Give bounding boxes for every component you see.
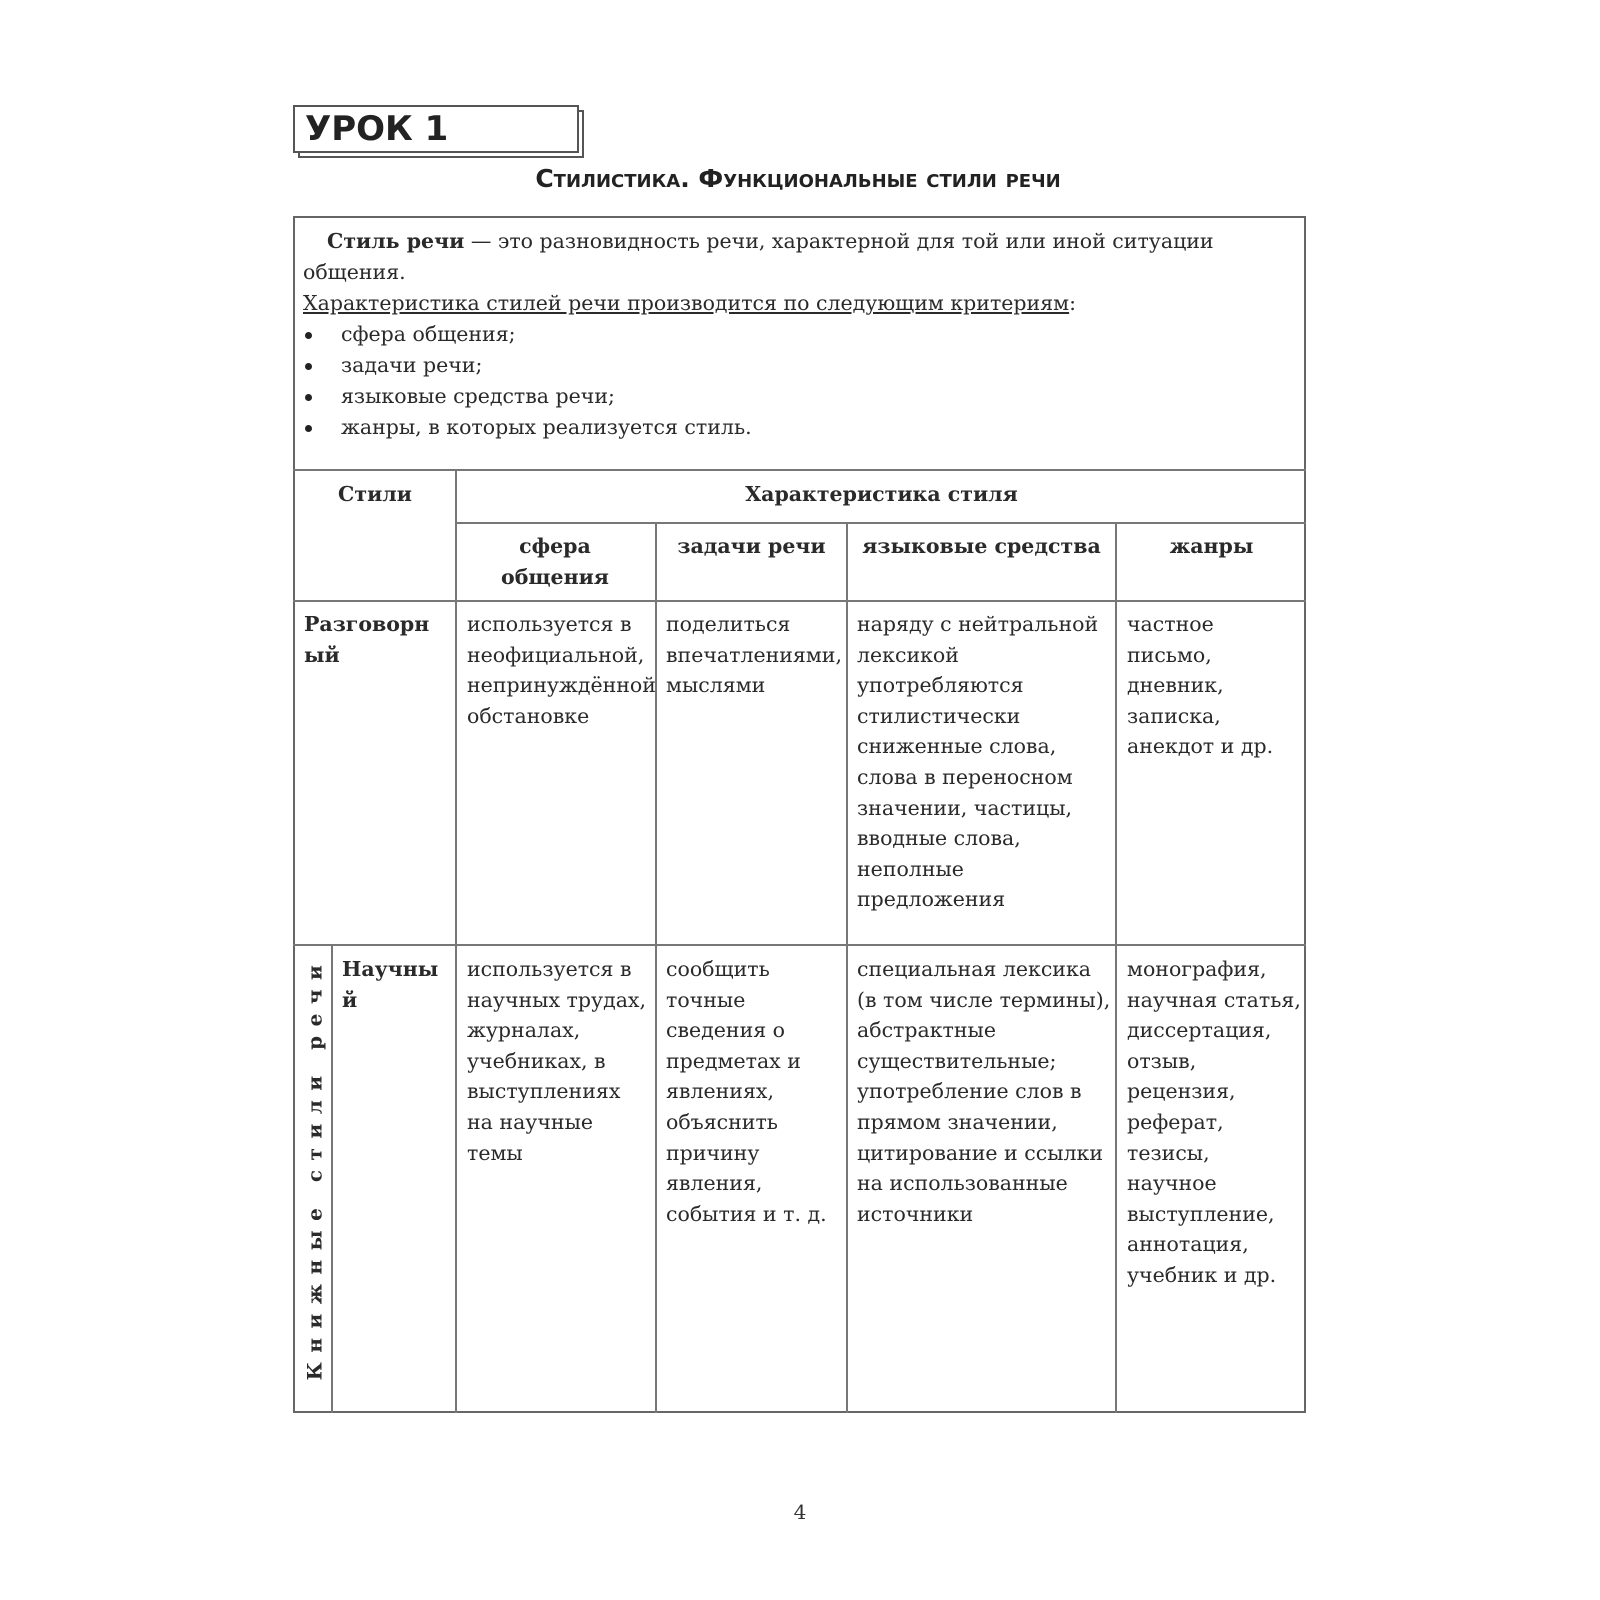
table-top-border bbox=[293, 469, 1306, 471]
criteria-item: задачи речи; bbox=[303, 350, 1303, 381]
lesson-label: УРОК 1 bbox=[293, 105, 579, 153]
intro-section bbox=[303, 226, 1303, 443]
col-divider-tasks bbox=[846, 522, 848, 1413]
topic-title: Стилистика. Функциональные стили речи bbox=[535, 164, 1061, 193]
header-sphere: сфера общения bbox=[501, 534, 609, 589]
table-cell: частное письмо, дневник, записка, анекдот и др. bbox=[1127, 612, 1274, 759]
definition-text: — это разновидность речи, характерной для той или иной ситуации общения. bbox=[303, 229, 1214, 284]
table-cell: монография, научная статья, диссертация, отзыв, рецензия, реферат, тезисы, научное выступление, аннотация, учебник и др. bbox=[1127, 957, 1301, 1287]
table-cell: специальная лексика (в том числе термины), абстрактные существительные; употребление слов в прямом значении, цитирование и ссылки на использованные источники bbox=[857, 957, 1111, 1226]
col-divider-means bbox=[1115, 522, 1117, 1413]
col-divider-styles bbox=[455, 469, 457, 1413]
header-tasks: задачи речи bbox=[677, 534, 826, 558]
criteria-item: языковые средства речи; bbox=[303, 381, 1303, 412]
row-divider bbox=[293, 944, 1306, 946]
row-style-scientific: Научный bbox=[342, 957, 439, 1012]
header-characteristic: Характеристика стиля bbox=[745, 482, 1018, 506]
bullet-icon bbox=[305, 363, 312, 370]
bullet-icon bbox=[305, 425, 312, 432]
table-cell: поделиться впечатлениями, мыслями bbox=[666, 612, 842, 698]
row-style-conversational: Разговорный bbox=[304, 612, 430, 667]
criteria-heading-line bbox=[303, 288, 1303, 319]
definition-term: Стиль речи bbox=[327, 229, 465, 253]
bullet-icon bbox=[305, 394, 312, 401]
table-cell: наряду с нейтральной лексикой употребляются стилистически сниженные слова, слова в переносном значении, частицы, вводные слова, неполные предложения bbox=[857, 612, 1099, 912]
header-styles: Стили bbox=[338, 482, 412, 506]
col-divider-sphere bbox=[655, 522, 657, 1413]
book-styles-label: Книжные стили речи bbox=[302, 955, 327, 1381]
criteria-item: жанры, в которых реализуется стиль. bbox=[303, 412, 1303, 443]
table-cell: используется в неофициальной, непринуждённой обстановке bbox=[467, 612, 656, 728]
definition-paragraph bbox=[303, 226, 1303, 288]
criteria-list bbox=[303, 319, 1303, 443]
header-genres: жанры bbox=[1169, 534, 1254, 558]
criteria-heading: Характеристика стилей речи производится по следующим критериям bbox=[303, 291, 1070, 315]
table-cell: используется в научных трудах, журналах, учебниках, в выступлениях на научные темы bbox=[467, 957, 647, 1165]
criteria-item: сфера общения; bbox=[303, 319, 1303, 350]
page-number: 4 bbox=[793, 1500, 807, 1524]
table-cell: сообщить точные сведения о предметах и явлениях, объяснить причину явления, события и т. д. bbox=[666, 957, 827, 1226]
header-bottom-border bbox=[293, 600, 1306, 602]
bullet-icon bbox=[305, 332, 312, 339]
criteria-colon: : bbox=[1069, 291, 1077, 315]
subheader-divider bbox=[455, 522, 1306, 524]
header-means: языковые средства bbox=[862, 534, 1101, 558]
